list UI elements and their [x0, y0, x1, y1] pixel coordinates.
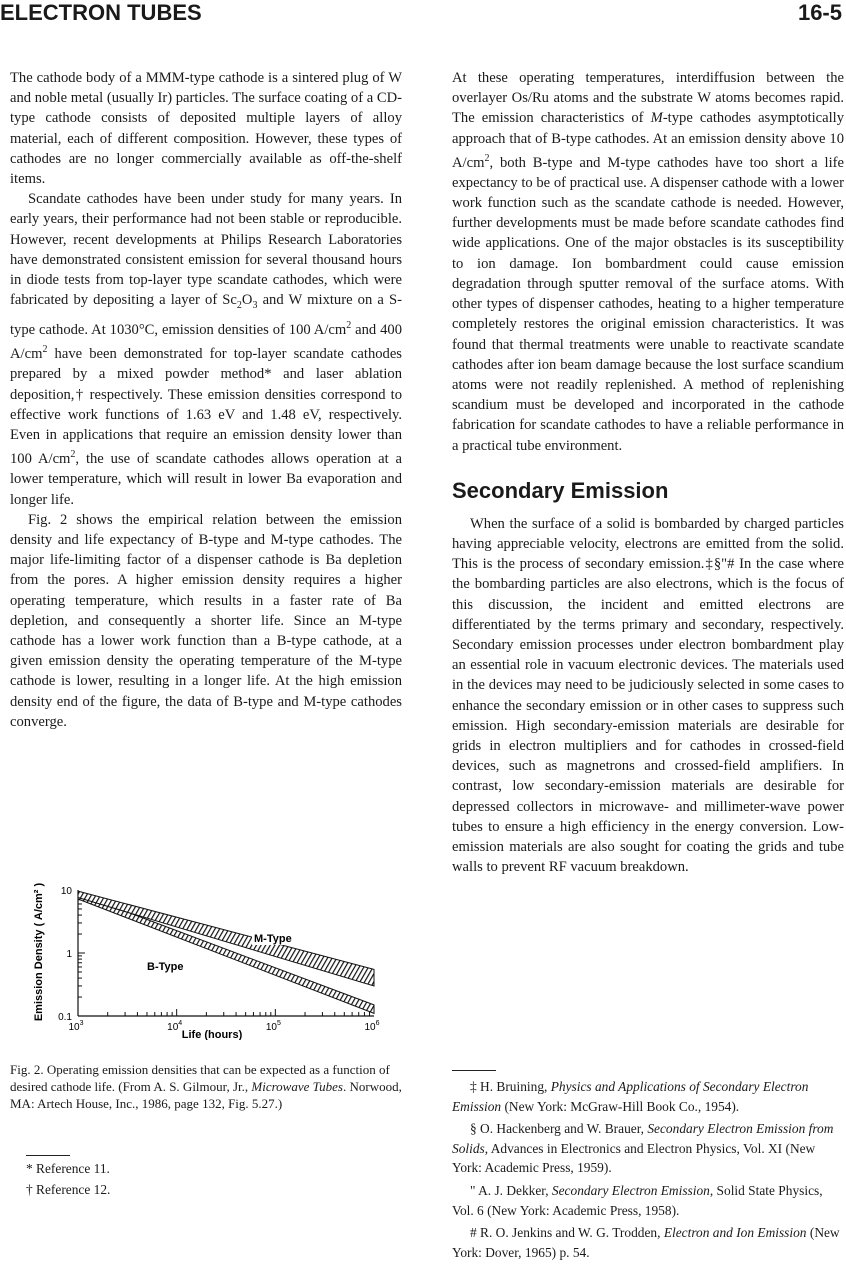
running-title: ELECTRON TUBES [0, 0, 202, 25]
paragraph-operating-temps: At these operating temperatures, interdiffusion between the overlayer Os/Ru atoms and the substrate W atoms becomes rapid. The emission characteristics of M-type cathodes asymptotically approach that of B-type cathodes. At an emission density above 10 $A/cm^2$, both B-type and M-type cathodes have too short a life expectancy to be of practical use. A dispenser cathode with a lower work function such as the scandate cathode is needed. However, further developments must be made before scandate cathodes find wide applications. One of the major obstacles is its susceptibility to ion damage. Ion bombardment could cause emission degradation through sputter removal of the surface atoms. With other types of dispenser cathodes, heating to a higher temperature completely restores the original emission characteristics. It was found that thermal treatments were unable to reactivate scandate cathodes after ion beam damage because the lost surface scandium atoms were not readily replenished. A method of replenishing scandium must be developed and incorporated in the cathode fabrication for scandate cathodes to have a reliable performance in a practical tube environment. [452, 70, 844, 454]
section-heading: Secondary Emission [452, 477, 669, 503]
figure-emission-life-chart [22, 870, 392, 1040]
footnote-rule-left [26, 1155, 70, 1156]
footnote-ref12: † Reference 12. [26, 1182, 111, 1197]
paragraph-cathode-body: The cathode body of a MMM-type cathode is a sintered plug of W and noble metal (usually Ir) particles. The surface coating of a CD-type cathode consists of deposited multiple layers of alloy material, each of different composition. However, these types of cathodes are no longer commercially available as off-the-shelf items. [10, 70, 402, 188]
b-typeband [78, 893, 374, 1013]
page-header [0, 0, 846, 34]
y-tick-label: 10 [60, 886, 72, 897]
paragraph-secondary-emission: When the surface of a solid is bombarded by charged particles having appreciable velocity, electrons are emitted from the solid. This is the process of secondary emission.‡§"# In the case where the bombarding particles are also electrons, which is the focus of this discussion, the incident and emitted electrons are differentiated by the terms primary and secondary, respectively. Secondary emission processes under electron bombardment play an essential role in vacuum electronic devices. The materials used in the devices may need to be judiciously selected in some cases to enhance the secondary emission or in other cases to suppress such emission. High secondary-emission materials are desirable for grids in electron multipliers and for cathodes in crossed-field devices, such as magnetrons and crossed-field amplifiers. In contrast, low secondary-emission materials are desirable for depressed collectors in microwave- and millimeter-wave power tubes to ensure a high efficiency in the energy conversion. Low-emission materials are also sought for coating the grids and tube walls to prevent RF vacuum breakdown. [452, 515, 844, 876]
m-typeband [78, 891, 374, 986]
left-column [10, 68, 402, 732]
footnote-ref11: * Reference 11. [26, 1161, 110, 1176]
paragraph-scandate: Scandate cathodes have been under study for many years. In early years, their performance had not been stable or reproducible. However, recent developments at Philips Research Laboratories have demonstrated consistent emission for several thousand hours in diode tests from top-layer type scandate cathodes, which were fabricated by depositing a layer of $Sc_2O_3$ and W mixture on a S-type cathode. At 1030°C, emission densities of 100 $A/cm^2$ and 400 $A/cm^2$ have been demonstrated for top-layer scandate cathodes prepared by a mixed powder method* and laser ablation deposition,† respectively. These emission densities correspond to effective work functions of 1.63 eV and 1.48 eV, respectively. Even in applications that require an emission density lower than 100 $A/cm^2$, the use of scandate cathodes allows operation at a lower temperature, which will result in lower Ba evaporation and longer life. [10, 191, 402, 508]
footnote-rule-right [452, 1070, 496, 1071]
m-typelabel: M-Type [254, 933, 292, 945]
footnote-bruining: ‡ H. Bruining, Physics and Applications of Secondary Electron Emission (New York: McGraw-Hill Book Co., 1954). [452, 1079, 809, 1114]
b-typelabel: B-Type [147, 961, 184, 973]
x-tick-label: $10^5$ [265, 1020, 281, 1033]
x-tick-label: $10^3$ [68, 1020, 84, 1033]
chart-svg [22, 870, 392, 1040]
footnotes-right [452, 1077, 844, 1265]
y-axis-label: Emission Density ( A/cm² ) [33, 882, 45, 1022]
x-tick-label: $10^6$ [364, 1020, 380, 1033]
footnote-jenkins: # R. O. Jenkins and W. G. Trodden, Electron and Ion Emission (New York: Dover, 1965) p. 54. [452, 1225, 840, 1260]
right-column [452, 68, 844, 877]
y-tick-label: 0.1 [58, 1012, 72, 1023]
paragraph-fig2: Fig. 2 shows the empirical relation between the emission density and life expectancy of B-type and M-type cathodes. The major life-limiting factor of a dispenser cathode is Ba depletion from the pores. A higher emission density requires a higher operating temperature, which results in a faster rate of Ba depletion, and consequently a shorter life. Since an M-type cathode has a lower work function than a B-type cathode, at a given emission density the operating temperature of the M-type cathode is lower, resulting in a longer life. At the high emission density end of the figure, the data of B-type and M-type cathodes converge. [10, 511, 402, 730]
footnotes-left [26, 1158, 402, 1200]
x-axis-label: Life (hours) [181, 1029, 243, 1040]
figure-caption: Fig. 2. Operating emission densities that can be expected as a function of desired cathode life. (From A. S. Gilmour, Jr., Microwave Tubes. Norwood, MA: Artech House, Inc., 1986, page 132, Fig. 5.27.) [10, 1062, 402, 1111]
x-tick-label: $10^4$ [167, 1020, 183, 1033]
footnote-hackenberg: § O. Hackenberg and W. Brauer, Secondary Electron Emission from Solids, Advances in Electronics and Electron Physics, Vol. XI (New York: Academic Press, 1959). [452, 1121, 834, 1176]
page-number: 16-5 [797, 0, 842, 25]
footnote-dekker: " A. J. Dekker, Secondary Electron Emission, Solid State Physics, Vol. 6 (New York: Academic Press, 1958). [452, 1182, 823, 1218]
y-tick-label: 1 [66, 949, 72, 960]
